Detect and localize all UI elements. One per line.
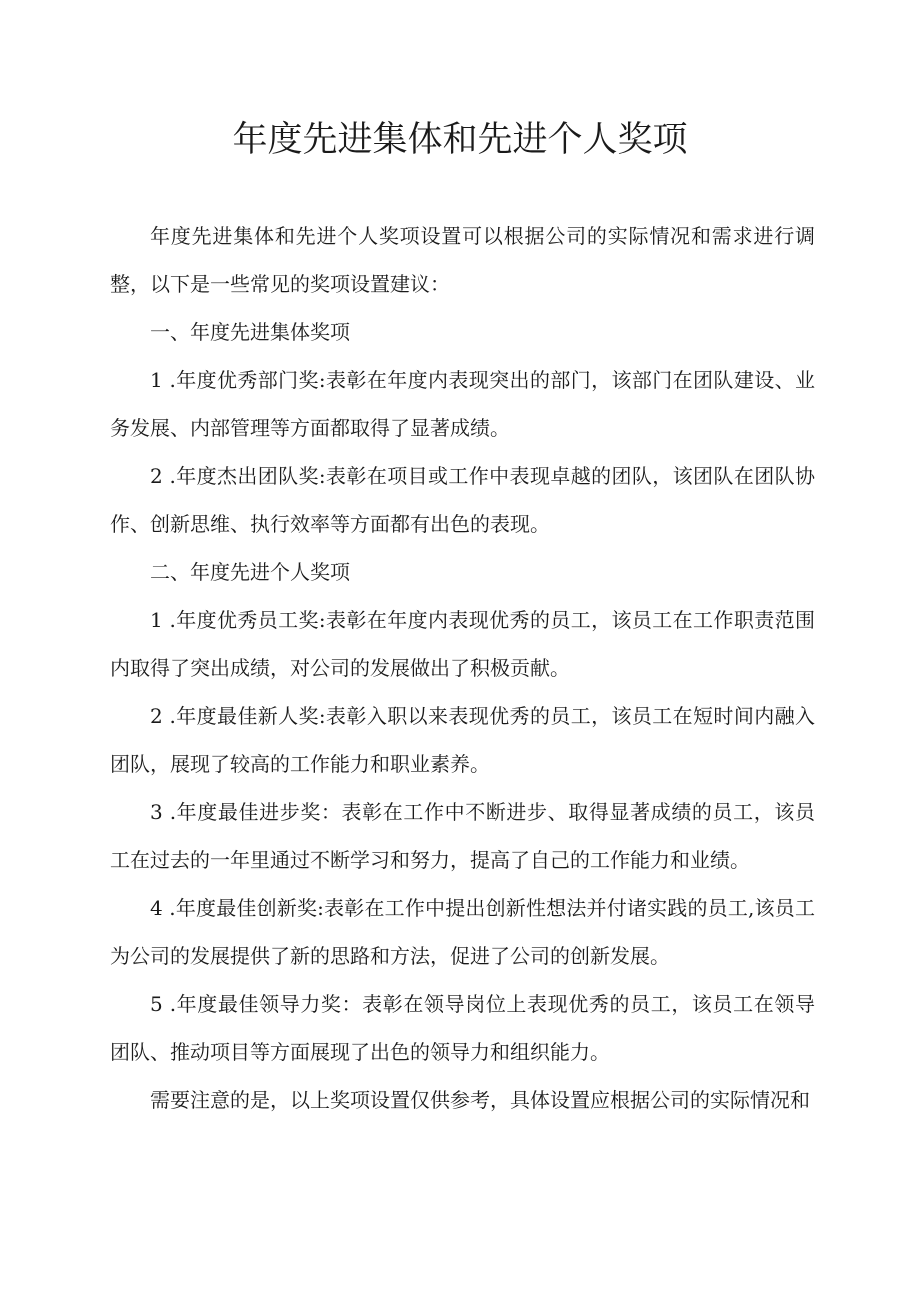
section-heading-collective: 一、年度先进集体奖项 (150, 320, 350, 344)
award-item-outstanding-team: 2 .年度杰出团队奖:表彰在项目或工作中表现卓越的团队，该团队在团队协作、创新思维、执行效率等方面都有出色的表现。 (110, 464, 815, 536)
award-item-excellent-employee: 1 .年度优秀员工奖:表彰在年度内表现优秀的员工，该员工在工作职责范围内取得了突出成绩，对公司的发展做出了积极贡献。 (110, 608, 815, 680)
document-title: 年度先进集体和先进个人奖项 (232, 120, 688, 160)
award-item-best-progress: 3 .年度最佳进步奖：表彰在工作中不断进步、取得显著成绩的员工，该员工在过去的一年里通过不断学习和努力，提高了自己的工作能力和业绩。 (110, 800, 815, 872)
award-item-best-leadership: 5 .年度最佳领导力奖：表彰在领导岗位上表现优秀的员工，该员工在领导团队、推动项目等方面展现了出色的领导力和组织能力。 (110, 992, 815, 1064)
award-item-best-newcomer: 2 .年度最佳新人奖:表彰入职以来表现优秀的员工，该员工在短时间内融入团队，展现了较高的工作能力和职业素养。 (110, 704, 815, 776)
award-item-excellent-department: 1 .年度优秀部门奖:表彰在年度内表现突出的部门，该部门在团队建设、业务发展、内部管理等方面都取得了显著成绩。 (110, 368, 815, 440)
award-item-best-innovation: 4 .年度最佳创新奖:表彰在工作中提出创新性想法并付诸实践的员工,该员工为公司的发展提供了新的思路和方法，促进了公司的创新发展。 (110, 896, 815, 968)
document-body (110, 212, 815, 1124)
intro-paragraph: 年度先进集体和先进个人奖项设置可以根据公司的实际情况和需求进行调整，以下是一些常见的奖项设置建议： (110, 224, 815, 296)
section-heading-individual: 二、年度先进个人奖项 (150, 560, 350, 584)
closing-paragraph: 需要注意的是，以上奖项设置仅供参考，具体设置应根据公司的实际情况和 (150, 1088, 810, 1112)
